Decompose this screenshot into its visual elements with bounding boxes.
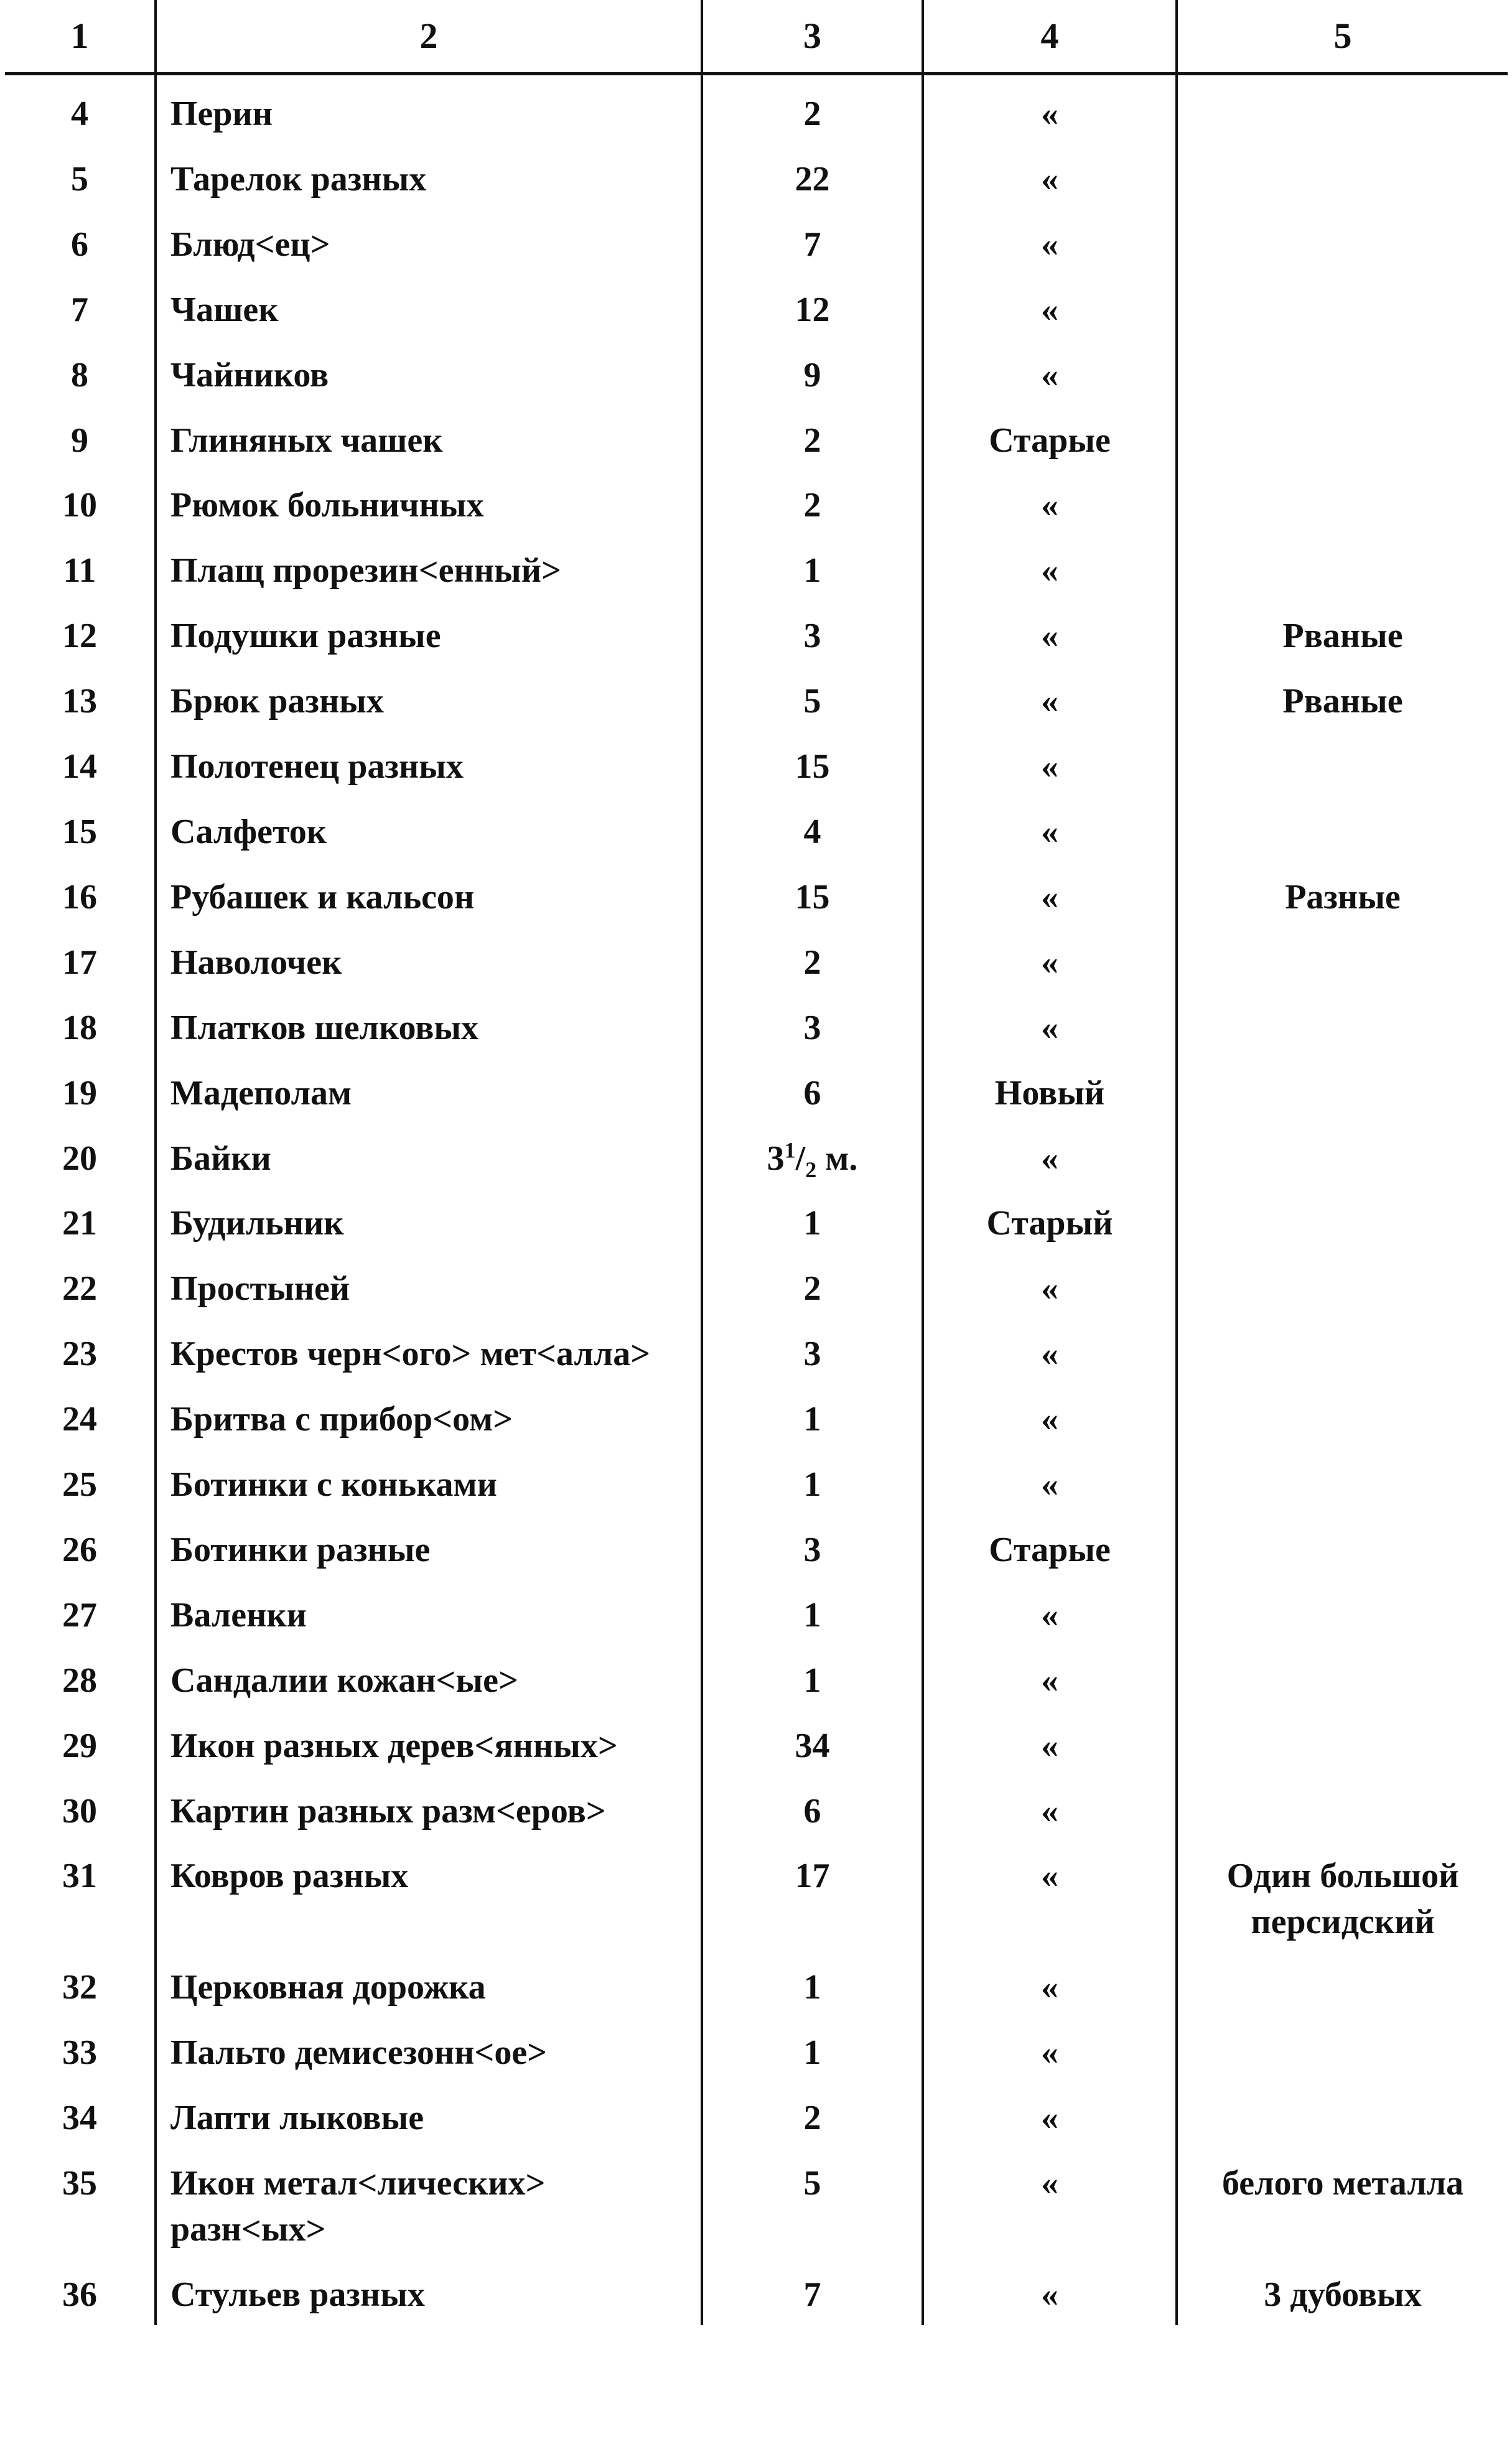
- item-condition: «: [923, 1254, 1177, 1319]
- row-number: 32: [62, 1968, 97, 2007]
- table-row: [5, 210, 1508, 275]
- row-number: 18: [62, 1008, 97, 1047]
- table-row: [5, 1254, 1508, 1319]
- item-quantity: 1: [702, 2018, 923, 2083]
- item-name: Полотенец разных: [156, 732, 702, 797]
- item-name: Глиняных чашек: [156, 406, 702, 471]
- item-quantity: 3: [702, 1319, 923, 1384]
- item-condition: «: [923, 1776, 1177, 1842]
- item-note: [1177, 275, 1508, 340]
- item-condition: «: [923, 1841, 1177, 1952]
- row-number: 21: [62, 1204, 97, 1243]
- quantity-fraction-numerator: 1: [784, 1137, 796, 1162]
- row-number: 26: [62, 1530, 97, 1569]
- table-row: [5, 536, 1508, 601]
- table-header: [5, 0, 1508, 74]
- table-row: [5, 1580, 1508, 1646]
- header-row: [5, 0, 1508, 74]
- row-number: 8: [71, 355, 88, 394]
- item-quantity: 1: [702, 536, 923, 601]
- column-header-quantity: 3: [702, 0, 923, 74]
- table-row: [5, 1646, 1508, 1711]
- item-quantity: 2: [702, 406, 923, 471]
- item-condition: Старые: [923, 1515, 1177, 1580]
- item-condition: «: [923, 1580, 1177, 1646]
- item-name: Чашек: [156, 275, 702, 340]
- item-condition: «: [923, 797, 1177, 862]
- item-name: Ковров разных: [156, 1841, 702, 1952]
- item-name: Ботинки с коньками: [156, 1450, 702, 1515]
- item-name: Брюк разных: [156, 666, 702, 732]
- item-name: Перин: [156, 74, 702, 144]
- item-name: Рубашек и кальсон: [156, 862, 702, 928]
- table-row: [5, 144, 1508, 210]
- table-row: [5, 1515, 1508, 1580]
- item-condition: «: [923, 928, 1177, 993]
- row-number: 35: [62, 2164, 97, 2203]
- item-name: Крестов черн<ого> мет<алла>: [156, 1319, 702, 1384]
- item-quantity: [702, 1124, 923, 1189]
- item-note: [1177, 1580, 1508, 1646]
- item-note: [1177, 1188, 1508, 1254]
- item-quantity: 15: [702, 862, 923, 928]
- row-number: 13: [62, 682, 97, 721]
- inventory-table: [5, 0, 1508, 2325]
- row-number: 16: [62, 877, 97, 917]
- row-number: 14: [62, 747, 97, 786]
- quantity-unit: м.: [816, 1139, 858, 1178]
- table-row: [5, 732, 1508, 797]
- item-note: [1177, 1646, 1508, 1711]
- item-note: [1177, 1711, 1508, 1776]
- item-name: Ботинки разные: [156, 1515, 702, 1580]
- table-row: [5, 993, 1508, 1058]
- row-number: 29: [62, 1726, 97, 1765]
- item-name: Платков шелковых: [156, 993, 702, 1058]
- row-number: 17: [62, 943, 97, 982]
- row-number: 31: [62, 1857, 97, 1896]
- item-quantity: 2: [702, 74, 923, 144]
- item-note: [1177, 993, 1508, 1058]
- item-quantity: 5: [702, 666, 923, 732]
- quantity-fraction-slash: /: [795, 1139, 806, 1178]
- item-note: белого металла: [1177, 2148, 1508, 2260]
- table-row: [5, 1841, 1508, 1952]
- item-note: [1177, 1124, 1508, 1189]
- item-quantity: 6: [702, 1776, 923, 1842]
- row-number: 24: [62, 1400, 97, 1439]
- item-name: Салфеток: [156, 797, 702, 862]
- item-quantity: 12: [702, 275, 923, 340]
- item-name: Байки: [156, 1124, 702, 1189]
- item-quantity: 1: [702, 1580, 923, 1646]
- item-condition: «: [923, 732, 1177, 797]
- item-name: Икон разных дерев<янных>: [156, 1711, 702, 1776]
- table-row: [5, 1711, 1508, 1776]
- row-number: 34: [62, 2099, 97, 2138]
- table-row: [5, 2260, 1508, 2325]
- item-quantity: 7: [702, 210, 923, 275]
- item-condition: Старый: [923, 1188, 1177, 1254]
- row-number: 20: [62, 1139, 97, 1178]
- item-quantity: 2: [702, 1254, 923, 1319]
- table-row: [5, 928, 1508, 993]
- row-number: 11: [63, 551, 96, 590]
- item-note: [1177, 1776, 1508, 1842]
- column-header-note: 5: [1177, 0, 1508, 74]
- table-row: [5, 340, 1508, 406]
- item-quantity: 4: [702, 797, 923, 862]
- item-name: Мадеполам: [156, 1058, 702, 1124]
- item-note: Разные: [1177, 862, 1508, 928]
- item-condition: «: [923, 1319, 1177, 1384]
- item-condition: «: [923, 1124, 1177, 1189]
- row-number: 33: [62, 2033, 97, 2073]
- row-number: 23: [62, 1335, 97, 1374]
- table-row: [5, 601, 1508, 666]
- item-note: Рваные: [1177, 601, 1508, 666]
- table-row: [5, 74, 1508, 144]
- item-condition: «: [923, 470, 1177, 536]
- table-row: [5, 1384, 1508, 1450]
- item-name: Тарелок разных: [156, 144, 702, 210]
- item-condition: «: [923, 862, 1177, 928]
- table-row: [5, 2148, 1508, 2260]
- item-note: [1177, 1952, 1508, 2018]
- item-condition: «: [923, 536, 1177, 601]
- item-quantity: 17: [702, 1841, 923, 1952]
- table-row: [5, 1319, 1508, 1384]
- item-condition: «: [923, 1646, 1177, 1711]
- table-row: [5, 666, 1508, 732]
- item-note: [1177, 144, 1508, 210]
- row-number: 4: [71, 95, 88, 133]
- item-quantity: 3: [702, 993, 923, 1058]
- row-number: 9: [71, 421, 88, 460]
- item-name: Наволочек: [156, 928, 702, 993]
- item-note: 3 дубовых: [1177, 2260, 1508, 2325]
- item-condition: Новый: [923, 1058, 1177, 1124]
- item-condition: «: [923, 340, 1177, 406]
- item-note: [1177, 2018, 1508, 2083]
- item-quantity: 3: [702, 1515, 923, 1580]
- item-note: [1177, 536, 1508, 601]
- item-note: Один большой персидский: [1177, 1841, 1508, 1952]
- item-note: [1177, 1319, 1508, 1384]
- table-row: [5, 1188, 1508, 1254]
- item-condition: «: [923, 2148, 1177, 2260]
- row-number: 12: [62, 617, 97, 656]
- table-row: [5, 1058, 1508, 1124]
- column-header-condition: 4: [923, 0, 1177, 74]
- item-name: Церковная дорожка: [156, 1952, 702, 2018]
- item-note: [1177, 1515, 1508, 1580]
- table-row: [5, 1450, 1508, 1515]
- item-quantity: 1: [702, 1450, 923, 1515]
- row-number: 19: [62, 1073, 97, 1112]
- table-row: [5, 275, 1508, 340]
- quantity-fraction-denominator: 2: [805, 1157, 817, 1182]
- item-condition: «: [923, 74, 1177, 144]
- item-condition: «: [923, 144, 1177, 210]
- item-note: [1177, 1058, 1508, 1124]
- item-condition: «: [923, 2083, 1177, 2148]
- item-note: [1177, 340, 1508, 406]
- item-name: Пальто демисезонн<ое>: [156, 2018, 702, 2083]
- item-condition: Старые: [923, 406, 1177, 471]
- item-name: Подушки разные: [156, 601, 702, 666]
- table-row: [5, 797, 1508, 862]
- row-number: 36: [62, 2275, 97, 2314]
- item-condition: «: [923, 2260, 1177, 2325]
- item-quantity: 15: [702, 732, 923, 797]
- item-note: [1177, 470, 1508, 536]
- item-quantity: 1: [702, 1384, 923, 1450]
- item-name: Картин разных разм<еров>: [156, 1776, 702, 1842]
- row-number: 27: [62, 1595, 97, 1635]
- table-row: [5, 406, 1508, 471]
- item-name: Будильник: [156, 1188, 702, 1254]
- table-body: [5, 74, 1508, 2325]
- item-note: [1177, 732, 1508, 797]
- table-row: [5, 2083, 1508, 2148]
- column-header-item: 2: [156, 0, 702, 74]
- quantity-whole: 3: [767, 1139, 785, 1178]
- item-note: [1177, 74, 1508, 144]
- row-number: 30: [62, 1791, 97, 1831]
- item-note: [1177, 210, 1508, 275]
- item-quantity: 1: [702, 1646, 923, 1711]
- item-condition: «: [923, 1952, 1177, 2018]
- item-name: Икон метал<лических> разн<ых>: [156, 2148, 702, 2260]
- item-quantity: 2: [702, 2083, 923, 2148]
- item-quantity: 1: [702, 1952, 923, 2018]
- item-quantity: 3: [702, 601, 923, 666]
- item-condition: «: [923, 1384, 1177, 1450]
- item-note: [1177, 1384, 1508, 1450]
- item-condition: «: [923, 275, 1177, 340]
- column-header-number: 1: [5, 0, 156, 74]
- item-note: Рваные: [1177, 666, 1508, 732]
- table-row: [5, 470, 1508, 536]
- item-quantity: 7: [702, 2260, 923, 2325]
- row-number: 10: [62, 486, 97, 525]
- item-note: [1177, 1450, 1508, 1515]
- item-quantity: 2: [702, 470, 923, 536]
- item-note: [1177, 928, 1508, 993]
- item-name: Стульев разных: [156, 2260, 702, 2325]
- row-number: 6: [71, 225, 88, 264]
- item-quantity: 22: [702, 144, 923, 210]
- item-note: [1177, 797, 1508, 862]
- table-row: [5, 1124, 1508, 1189]
- item-quantity: 2: [702, 928, 923, 993]
- table-row: [5, 1776, 1508, 1842]
- item-condition: «: [923, 1450, 1177, 1515]
- item-condition: «: [923, 1711, 1177, 1776]
- row-number: 15: [62, 812, 97, 851]
- row-number: 22: [62, 1269, 97, 1308]
- item-quantity: 1: [702, 1188, 923, 1254]
- item-name: Блюд<ец>: [156, 210, 702, 275]
- item-condition: «: [923, 210, 1177, 275]
- item-note: [1177, 2083, 1508, 2148]
- item-condition: «: [923, 2018, 1177, 2083]
- item-name: Валенки: [156, 1580, 702, 1646]
- item-condition: «: [923, 601, 1177, 666]
- row-number: 7: [71, 290, 88, 329]
- table-row: [5, 862, 1508, 928]
- item-note: [1177, 1254, 1508, 1319]
- item-condition: «: [923, 666, 1177, 732]
- item-quantity: 6: [702, 1058, 923, 1124]
- item-name: Лапти лыковые: [156, 2083, 702, 2148]
- item-condition: «: [923, 993, 1177, 1058]
- item-name: Простыней: [156, 1254, 702, 1319]
- item-name: Рюмок больничных: [156, 470, 702, 536]
- row-number: 5: [71, 159, 88, 198]
- row-number: 28: [62, 1661, 97, 1700]
- table-row: [5, 1952, 1508, 2018]
- item-note: [1177, 406, 1508, 471]
- table-row: [5, 2018, 1508, 2083]
- item-name: Плащ прорезин<енный>: [156, 536, 702, 601]
- item-quantity: 9: [702, 340, 923, 406]
- item-quantity: 5: [702, 2148, 923, 2260]
- item-name: Бритва с прибор<ом>: [156, 1384, 702, 1450]
- item-quantity: 34: [702, 1711, 923, 1776]
- item-name: Сандалии кожан<ые>: [156, 1646, 702, 1711]
- row-number: 25: [62, 1465, 97, 1504]
- item-name: Чайников: [156, 340, 702, 406]
